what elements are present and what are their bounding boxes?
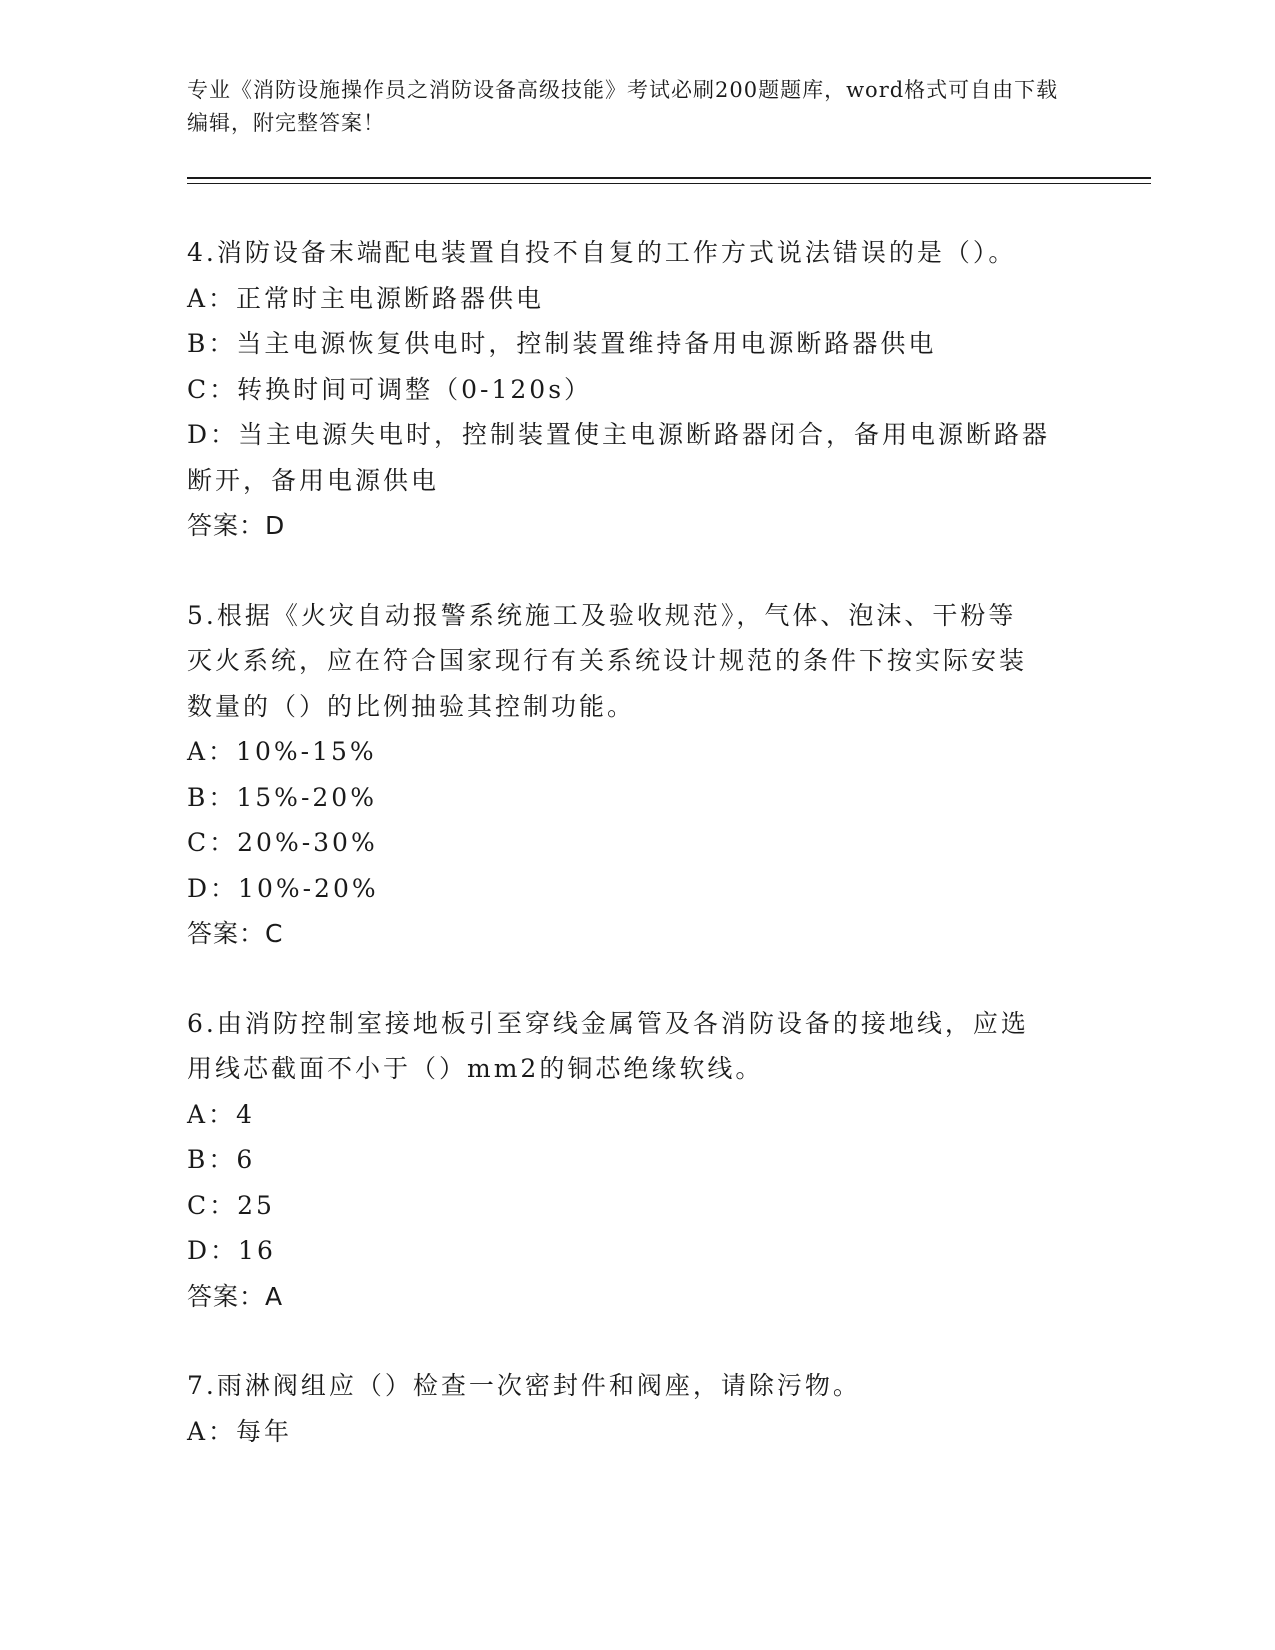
question-block xyxy=(187,593,1087,957)
document-header xyxy=(187,74,1067,140)
answer-key: 答案：C xyxy=(187,919,284,948)
question-stem-line: 4.消防设备末端配电装置自投不自复的工作方式说法错误的是（）。 xyxy=(187,238,1017,267)
question-stem-line: 6.由消防控制室接地板引至穿线金属管及各消防设备的接地线，应选 xyxy=(187,1008,1029,1038)
answer-key: 答案：A xyxy=(187,1281,284,1311)
question-block xyxy=(187,230,1087,549)
answer-option: D：当主电源失电时，控制装置使主电源断路器闭合，备用电源断路器 xyxy=(187,420,1051,449)
answer-option: A：4 xyxy=(187,1099,255,1129)
answer-option: B：15%-20% xyxy=(187,782,377,812)
answer-option: C：转换时间可调整（0-120s） xyxy=(187,374,593,404)
answer-option: D：10%-20% xyxy=(187,873,379,903)
answer-option: C：25 xyxy=(187,1190,275,1220)
question-block xyxy=(187,1001,1087,1320)
answer-option: 断开，备用电源供电 xyxy=(187,465,440,495)
answer-option: A：10%-15% xyxy=(187,737,377,766)
answer-option: B：当主电源恢复供电时，控制装置维持备用电源断路器供电 xyxy=(187,329,937,358)
answer-option: D：16 xyxy=(187,1236,276,1265)
answer-option: A：正常时主电源断路器供电 xyxy=(187,283,545,313)
question-stem-line: 数量的（）的比例抽验其控制功能。 xyxy=(187,691,636,721)
answer-option: C：20%-30% xyxy=(187,828,378,857)
header-divider-thin xyxy=(187,183,1151,184)
header-divider-thick xyxy=(187,177,1151,179)
question-stem-line: 用线芯截面不小于（）mm2的铜芯绝缘软线。 xyxy=(187,1054,764,1083)
question-block xyxy=(187,1363,1087,1454)
header-text: 专业《消防设施操作员之消防设备高级技能》考试必刷200题题库，word格式可自由下载编辑，附完整答案！ xyxy=(187,78,1059,135)
question-stem-line: 7.雨淋阀组应（）检查一次密封件和阀座，请除污物。 xyxy=(187,1371,861,1400)
answer-option: A：每年 xyxy=(187,1416,293,1446)
question-stem-line: 灭火系统，应在符合国家现行有关系统设计规范的条件下按实际安装 xyxy=(187,646,1028,675)
question-list xyxy=(187,230,1087,1498)
answer-key: 答案：D xyxy=(187,511,286,540)
question-stem-line: 5.根据《火灾自动报警系统施工及验收规范》，气体、泡沫、干粉等 xyxy=(187,600,1017,630)
answer-option: B：6 xyxy=(187,1145,256,1174)
